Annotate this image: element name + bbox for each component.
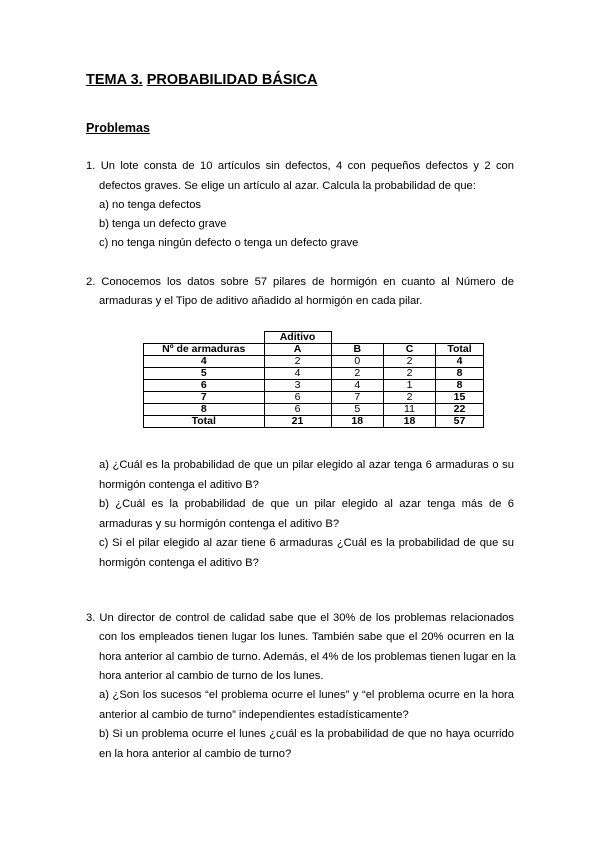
table-row (144, 404, 484, 416)
problem-1-option-a: a) no tenga defectos (99, 199, 202, 211)
problem-2-question-b-line-2: armaduras y su hormigón contenga el aditivo B? (99, 518, 340, 530)
section-heading: Problemas (86, 121, 150, 135)
table-cell: 2 (384, 368, 436, 380)
table-cell: 8 (144, 404, 265, 416)
table-cell: 15 (436, 392, 484, 404)
column-header: C (384, 344, 436, 356)
column-header: Nº de armaduras (144, 344, 265, 356)
table-cell: 2 (384, 392, 436, 404)
problem-3-line-3: hora anterior al cambio de turno. Además, el 4% de los problemas tienen lugar en la (99, 651, 516, 663)
table-cell: 4 (264, 368, 331, 380)
table-cell: 5 (144, 368, 265, 380)
problem-3-question-b-line-1: b) Si un problema ocurre el lunes ¿cuál es la probabilidad de que no haya ocurrido (99, 728, 514, 740)
data-table (143, 331, 484, 428)
table-cell: 0 (331, 356, 384, 368)
problem-1-line-1: 1. Un lote consta de 10 artículos sin defectos, 4 con pequeños defectos y 2 con (86, 160, 514, 172)
column-header: Total (436, 344, 484, 356)
table-cell: 11 (384, 404, 436, 416)
table-cell: 2 (264, 356, 331, 368)
table-cell: 5 (331, 404, 384, 416)
table-row (144, 380, 484, 392)
table-row (144, 356, 484, 368)
table-cell: 6 (144, 380, 265, 392)
table-cell: 7 (331, 392, 384, 404)
problem-3-question-a-line-1: a) ¿Son los sucesos “el problema ocurre el lunes” y “el problema ocurre en la hora (99, 689, 514, 701)
problem-1-option-b: b) tenga un defecto grave (99, 218, 227, 230)
problem-2-question-a-line-2: hormigón contenga el aditivo B? (99, 479, 259, 491)
problem-1-option-c: c) no tenga ningún defecto o tenga un defecto grave (99, 237, 359, 249)
group-header-aditivo: Aditivo (264, 332, 331, 344)
problem-3-line-2: con los empleados tienen lugar los lunes. También sabe que el 20% ocurren en la (99, 631, 514, 643)
title-prefix: TEMA 3. (86, 72, 143, 88)
problem-3-line-1: 3. Un director de control de calidad sabe que el 30% de los problemas relacionados (86, 612, 514, 624)
table-cell: 4 (144, 356, 265, 368)
table-cell: 57 (436, 416, 484, 428)
table-row (144, 392, 484, 404)
table-cell: 4 (331, 380, 384, 392)
page-title (86, 72, 317, 88)
table-cell: 8 (436, 380, 484, 392)
table-cell: 2 (384, 356, 436, 368)
problem-3-question-b-line-2: en la hora anterior al cambio de turno? (99, 748, 292, 760)
table-row (144, 368, 484, 380)
table-cell: 6 (264, 392, 331, 404)
table-header-row (144, 344, 484, 356)
problem-1-line-2: defectos graves. Se elige un artículo al azar. Calcula la probabilidad de que: (99, 180, 476, 192)
table-cell: 7 (144, 392, 265, 404)
table-group-header-row (144, 332, 484, 344)
table-cell: 4 (436, 356, 484, 368)
problem-2-question-c-line-2: hormigón contenga el aditivo B? (99, 557, 259, 569)
problem-2-question-b-line-1: b) ¿Cuál es la probabilidad de que un pilar elegido al azar tenga más de 6 (99, 498, 514, 510)
table-cell: 8 (436, 368, 484, 380)
problem-2-line-2: armaduras y el Tipo de aditivo añadido al hormigón en cada pilar. (99, 295, 423, 307)
table-total-row (144, 416, 484, 428)
problem-3-question-a-line-2: anterior al cambio de turno” independientes estadísticamente? (99, 709, 409, 721)
table-cell: Total (144, 416, 265, 428)
table-cell: 21 (264, 416, 331, 428)
table-cell: 3 (264, 380, 331, 392)
problem-2-line-1: 2. Conocemos los datos sobre 57 pilares de hormigón en cuanto al Número de (86, 276, 514, 288)
table-cell: 18 (384, 416, 436, 428)
title-main: PROBABILIDAD BÁSICA (146, 72, 318, 88)
problem-3-line-4: hora anterior al cambio de turno de los lunes. (99, 670, 324, 682)
table-cell: 22 (436, 404, 484, 416)
column-header: B (331, 344, 384, 356)
table-cell: 1 (384, 380, 436, 392)
problem-2-question-c-line-1: c) Si el pilar elegido al azar tiene 6 armaduras ¿Cuál es la probabilidad de que su (99, 537, 514, 549)
table-cell: 18 (331, 416, 384, 428)
table-cell: 6 (264, 404, 331, 416)
column-header: A (264, 344, 331, 356)
problem-2-question-a-line-1: a) ¿Cuál es la probabilidad de que un pilar elegido al azar tenga 6 armaduras o su (99, 459, 514, 471)
table-cell: 2 (331, 368, 384, 380)
